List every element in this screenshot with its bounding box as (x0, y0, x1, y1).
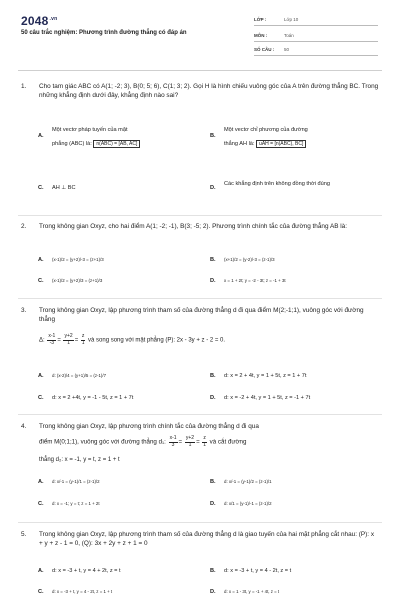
option-text: d: x = -3 + t, y = 4 - 2t, z = t (224, 568, 292, 574)
fraction-numerator: y+2 (64, 333, 73, 339)
option-letter: B. (210, 373, 216, 379)
question-divider (18, 522, 382, 523)
meta-label: SỐ CÂU : (254, 47, 275, 52)
line-label: d₁: (158, 438, 166, 446)
fraction-denominator: 1 (188, 441, 192, 448)
option-text: x = 1 + 2t; y = -2 - 3t; z = -1 + 3t (224, 278, 286, 283)
question-number: 4. (21, 423, 27, 430)
option-letter: B. (210, 568, 216, 574)
option-letter: C. (38, 278, 44, 284)
question-5 (18, 530, 382, 600)
question-divider (18, 414, 382, 415)
question-2 (18, 222, 382, 292)
question-line3: thẳng d₂: x = -1, y = t, z = 1 + t (39, 457, 120, 463)
fraction-numerator: z (81, 333, 85, 339)
option-text: d: x = -1; y = t; z = 1 + 2t (52, 501, 100, 506)
option-text: Các khẳng định trên không đồng thời đúng (224, 181, 330, 187)
question-line-equation: điểm M(0;1;1), vuông góc với đường thẳng d₁: $\frac{x-1}{3}$ = $\frac{y+2}{1}$ = $\frac{z}{1}$ và cắt đường (39, 435, 247, 448)
option-formula: uAH = [n(ABC), BC] (256, 140, 306, 148)
line-tail-text: và song song với mặt phẳng (P): 2x - 3y + z - 2 = 0. (88, 337, 226, 344)
logo-suffix: .vn (49, 16, 58, 22)
fraction (185, 436, 195, 448)
option-letter: B. (210, 257, 216, 263)
fraction-numerator: z (203, 435, 206, 441)
question-number: 1. (21, 83, 27, 90)
question-line-equation: Δ: $\frac{x-1}{-3}$ = $\frac{y+2}{1}$ = $\frac{z}{1}$ và song song với mặt phẳng (P): 2x - 3y + z - 2 = 0. (39, 333, 226, 346)
option-text: Một vectơ pháp tuyến của mặt (52, 127, 128, 133)
option-text: d: x/1 = (y-1)/-1 = (z-1)/2 (224, 501, 272, 506)
line2-tail-text: và cắt đường (209, 438, 247, 446)
option-letter: A. (38, 568, 44, 574)
document-header (0, 0, 400, 60)
option-letter: B. (210, 479, 216, 485)
option-letter: D. (210, 278, 216, 284)
option-text-line2: thẳng AH là: (224, 141, 255, 147)
option-letter: C. (38, 395, 44, 401)
option-letter: D. (210, 589, 216, 595)
fraction-denominator: 1 (81, 339, 85, 346)
meta-subject (254, 33, 374, 38)
question-text: Trong không gian Oxyz, lập phương trình tham số của đường thẳng d đi qua điểm M(2;-1;1), vuông góc với đường thẳng (39, 307, 364, 323)
option-text: d: x = -3 + t, y = 4 + 2t, z = t (52, 568, 121, 574)
option-text: d: x = -3 + t, y = 4 - 2t, z = 1 + t (52, 589, 113, 594)
question-text: Trong không gian Oxyz, lập phương trình chính tắc của đường thẳng d đi qua (39, 423, 259, 430)
option-letter: D. (210, 395, 216, 401)
fraction (81, 334, 86, 346)
question-divider (18, 298, 382, 299)
option-letter: D. (210, 501, 216, 507)
question-text: Trong không gian Oxyz, cho hai điểm A(1; -2; -1), B(3; -5; 2). Phương trình chính tắc của đường thẳng AB là: (39, 223, 347, 230)
line-label: Δ: (39, 337, 45, 344)
option-letter: D. (210, 185, 216, 191)
header-divider (18, 70, 382, 71)
question-text: Cho tam giác ABC có A(1; -2; 3), B(0; 5; 6), C(1; 3; 2). Gọi H là hình chiếu vuông góc của A trên đường thẳng BC. Trong những khẳng định dưới đây, khẳng định nào sai? (39, 83, 379, 99)
option-letter: A. (38, 479, 44, 485)
fraction (47, 334, 56, 346)
option-text: AH ⊥ BC (52, 185, 76, 191)
meta-value: 50 (284, 47, 290, 52)
fraction (63, 334, 73, 346)
fraction (202, 436, 207, 448)
fraction (169, 436, 178, 448)
option-letter: A. (38, 133, 44, 139)
option-text: d: (x-2)/4 = (y+1)/5 = (z-1)/7 (52, 373, 107, 378)
option-letter: C. (38, 185, 44, 191)
meta-count (254, 47, 374, 52)
option-letter: A. (38, 257, 44, 263)
meta-divider (254, 41, 378, 42)
fraction-numerator: x-1 (169, 435, 177, 441)
question-divider (18, 215, 382, 216)
meta-label: LỚP : (254, 17, 267, 22)
question-3 (18, 306, 382, 411)
question-number: 2. (21, 223, 27, 230)
logo-text: 2048 (21, 14, 49, 28)
option-text (224, 140, 306, 149)
fraction-denominator: 1 (203, 441, 207, 448)
option-text: d: x/-1 = (y-1)/2 = (z-1)/1 (224, 479, 272, 484)
meta-value: Lớp 10 (284, 17, 299, 22)
meta-divider (254, 55, 378, 56)
option-text: d: x = 2 +4t, y = -1 - 5t, z = 1 + 7t (52, 395, 134, 401)
option-text: Một vectơ chỉ phương của đường (224, 127, 308, 133)
option-text: d: x = -2 + 4t, y = 1 + 5t, z = -1 + 7t (224, 395, 311, 401)
option-text: (x-1)/2 = (y+2)/-3 = (z+1)/3 (52, 257, 104, 262)
question-number: 5. (21, 531, 27, 538)
question-number: 3. (21, 307, 27, 314)
document-title: 50 câu trắc nghiệm: Phương trình đường thẳng có đáp án (21, 30, 187, 36)
option-letter: A. (38, 373, 44, 379)
fraction-denominator: 1 (67, 339, 70, 346)
option-letter: B. (210, 133, 216, 139)
fraction-denominator: -3 (49, 339, 55, 346)
option-letter: C. (38, 589, 44, 595)
option-text: d: x = 2 + 4t, y = 1 + 5t, z = 1 + 7t (224, 373, 307, 379)
fraction-numerator: x-1 (48, 333, 56, 339)
line2-head-text: điểm M(0;1;1), vuông góc với đường thẳng (39, 438, 157, 446)
option-letter: C. (38, 501, 44, 507)
option-text (52, 140, 140, 149)
option-text: (x+1)/2 = (y-2)/-3 = (z-1)/3 (224, 257, 275, 262)
option-text: (x-1)/2 = (y+2)/3 = (z+1)/3 (52, 278, 103, 283)
meta-divider (254, 25, 378, 26)
meta-value: Toán (284, 33, 294, 38)
fraction-denominator: 3 (171, 441, 175, 448)
fraction-numerator: y+2 (185, 435, 195, 441)
question-1 (18, 82, 382, 202)
option-text: d: x/-1 = (y-1)/1 = (z-1)/2 (52, 479, 100, 484)
site-logo[interactable] (21, 14, 57, 28)
question-4 (18, 422, 382, 518)
meta-grade (254, 17, 374, 22)
option-text-line2: phẳng (ABC) là: (52, 141, 92, 147)
question-text: Trong không gian Oxyz, lập phương trình tham số của đường thẳng d là giao tuyến của hai mặt phẳng cắt nhau: (P): x + y + z - 1 = 0, (Q): 3x + 2y + z + 1 = 0 (39, 531, 375, 547)
option-formula: n(ABC) = [AB, AC] (93, 140, 140, 148)
option-text: d: x = 1 - 3t, y = -1 + 4t, z = t (224, 589, 280, 594)
meta-label: MÔN : (254, 33, 268, 38)
